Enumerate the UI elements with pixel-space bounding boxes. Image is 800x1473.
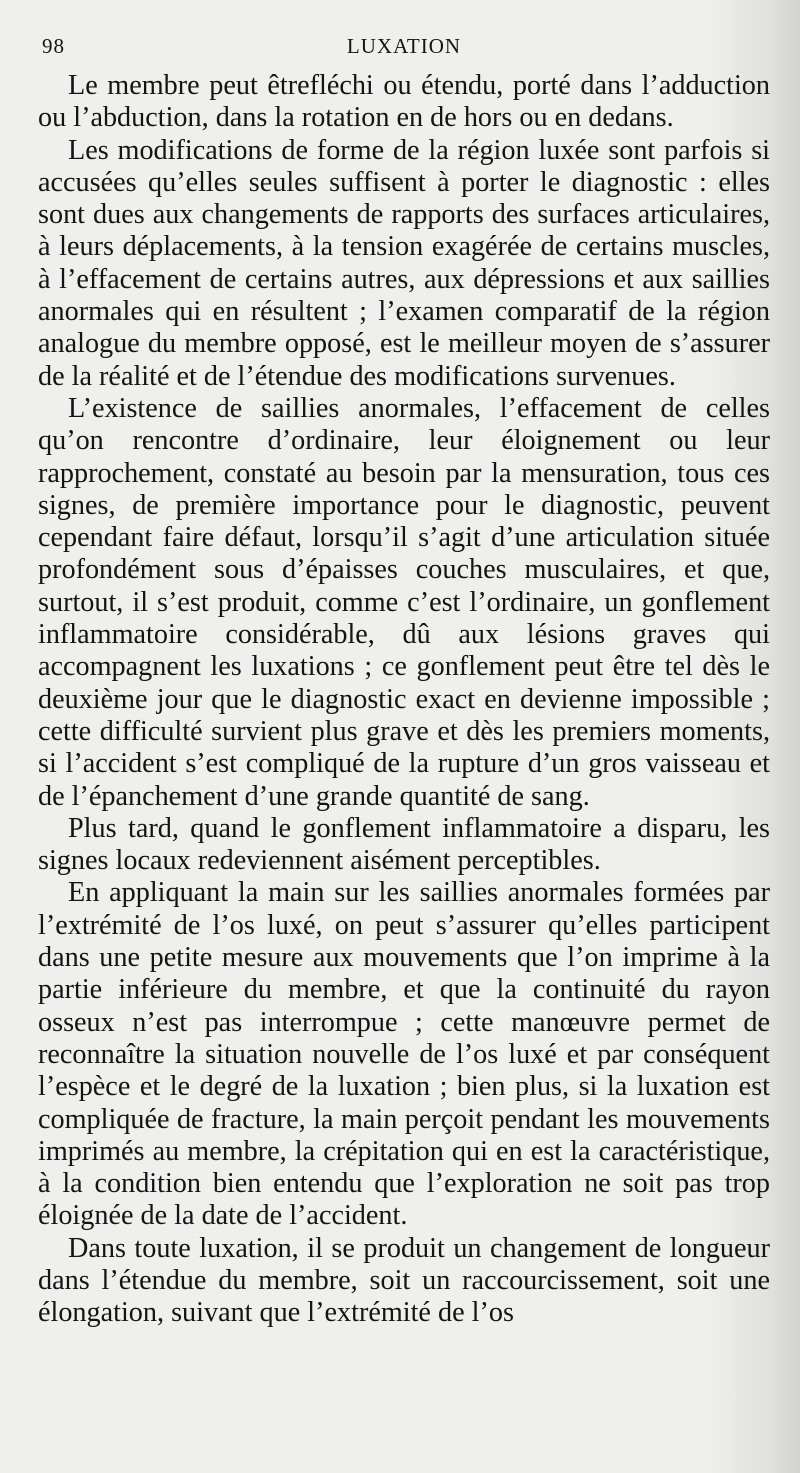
paragraph-longueur: Dans toute luxation, il se produit un changement de longueur dans l’étendue du membre, soit un raccourcissement, soit une élongation, suivant que l’extrémité de l’os (38, 1232, 770, 1329)
paragraph-gonflement: Plus tard, quand le gonflement inflammatoire a disparu, les signes locaux redeviennent aisément perceptibles. (38, 812, 770, 877)
page-number: 98 (42, 34, 65, 58)
paragraph-adduction: Le membre peut êtrefléchi ou étendu, porté dans l’adduction ou l’abduction, dans la rotation en de hors ou en dedans. (38, 70, 770, 134)
paragraph-main: En appliquant la main sur les saillies anormales formées par l’extrémité de l’os luxé, on peut s’assurer qu’elles participent dans une petite mesure aux mouvements que l’on imprime à la partie inférieure du membre, et que la continuité du rayon osseux n’est pas interrompue ; cette manœuvre permet de reconnaître la situation nouvelle de l’os luxé et par conséquent l’espèce et le degré de la luxation ; bien plus, si la luxation est compliquée de fracture, la main perçoit pendant les mouvements imprimés au membre, la crépitation qui en est la caractéristique, à la condition bien entendu que l’exploration ne soit pas trop éloignée de la date de l’accident. (38, 877, 770, 1232)
paragraph-modifications: Les modifications de forme de la région luxée sont parfois si accusées qu’elles seules suffisent à porter le diagnostic : elles sont dues aux changements de rapports des surfaces articulaires, à leurs déplacements, à la tension exagérée de certains muscles, à l’effacement de certains autres, aux dépressions et aux saillies anormales qui en résultent ; l’examen comparatif de la région analogue du membre opposé, est le meilleur moyen de s’assurer de la réalité et de l’étendue des modifications survenues. (38, 134, 770, 392)
running-title: LUXATION (346, 34, 462, 58)
paragraph-saillies: L’existence de saillies anormales, l’effacement de celles qu’on rencontre d’ordinaire, leur éloignement ou leur rapprochement, constaté au besoin par la mensuration, tous ces signes, de première importance pour le diagnostic, peuvent cependant faire défaut, lorsqu’il s’agit d’une articulation située profondément sous d’épaisses couches musculaires, et que, surtout, il s’est produit, comme c’est l’ordinaire, un gonflement inflammatoire considérable, dû aux lésions graves qui accompagnent les luxations ; ce gonflement peut être tel dès le deuxième jour que le diagnostic exact en devienne impossible ; cette difficulté survient plus grave et dès les premiers moments, si l’accident s’est compliqué de la rupture d’un gros vaisseau et de l’épanchement d’une grande quantité de sang. (38, 392, 770, 812)
running-head (38, 26, 770, 70)
body-text (38, 70, 770, 1330)
